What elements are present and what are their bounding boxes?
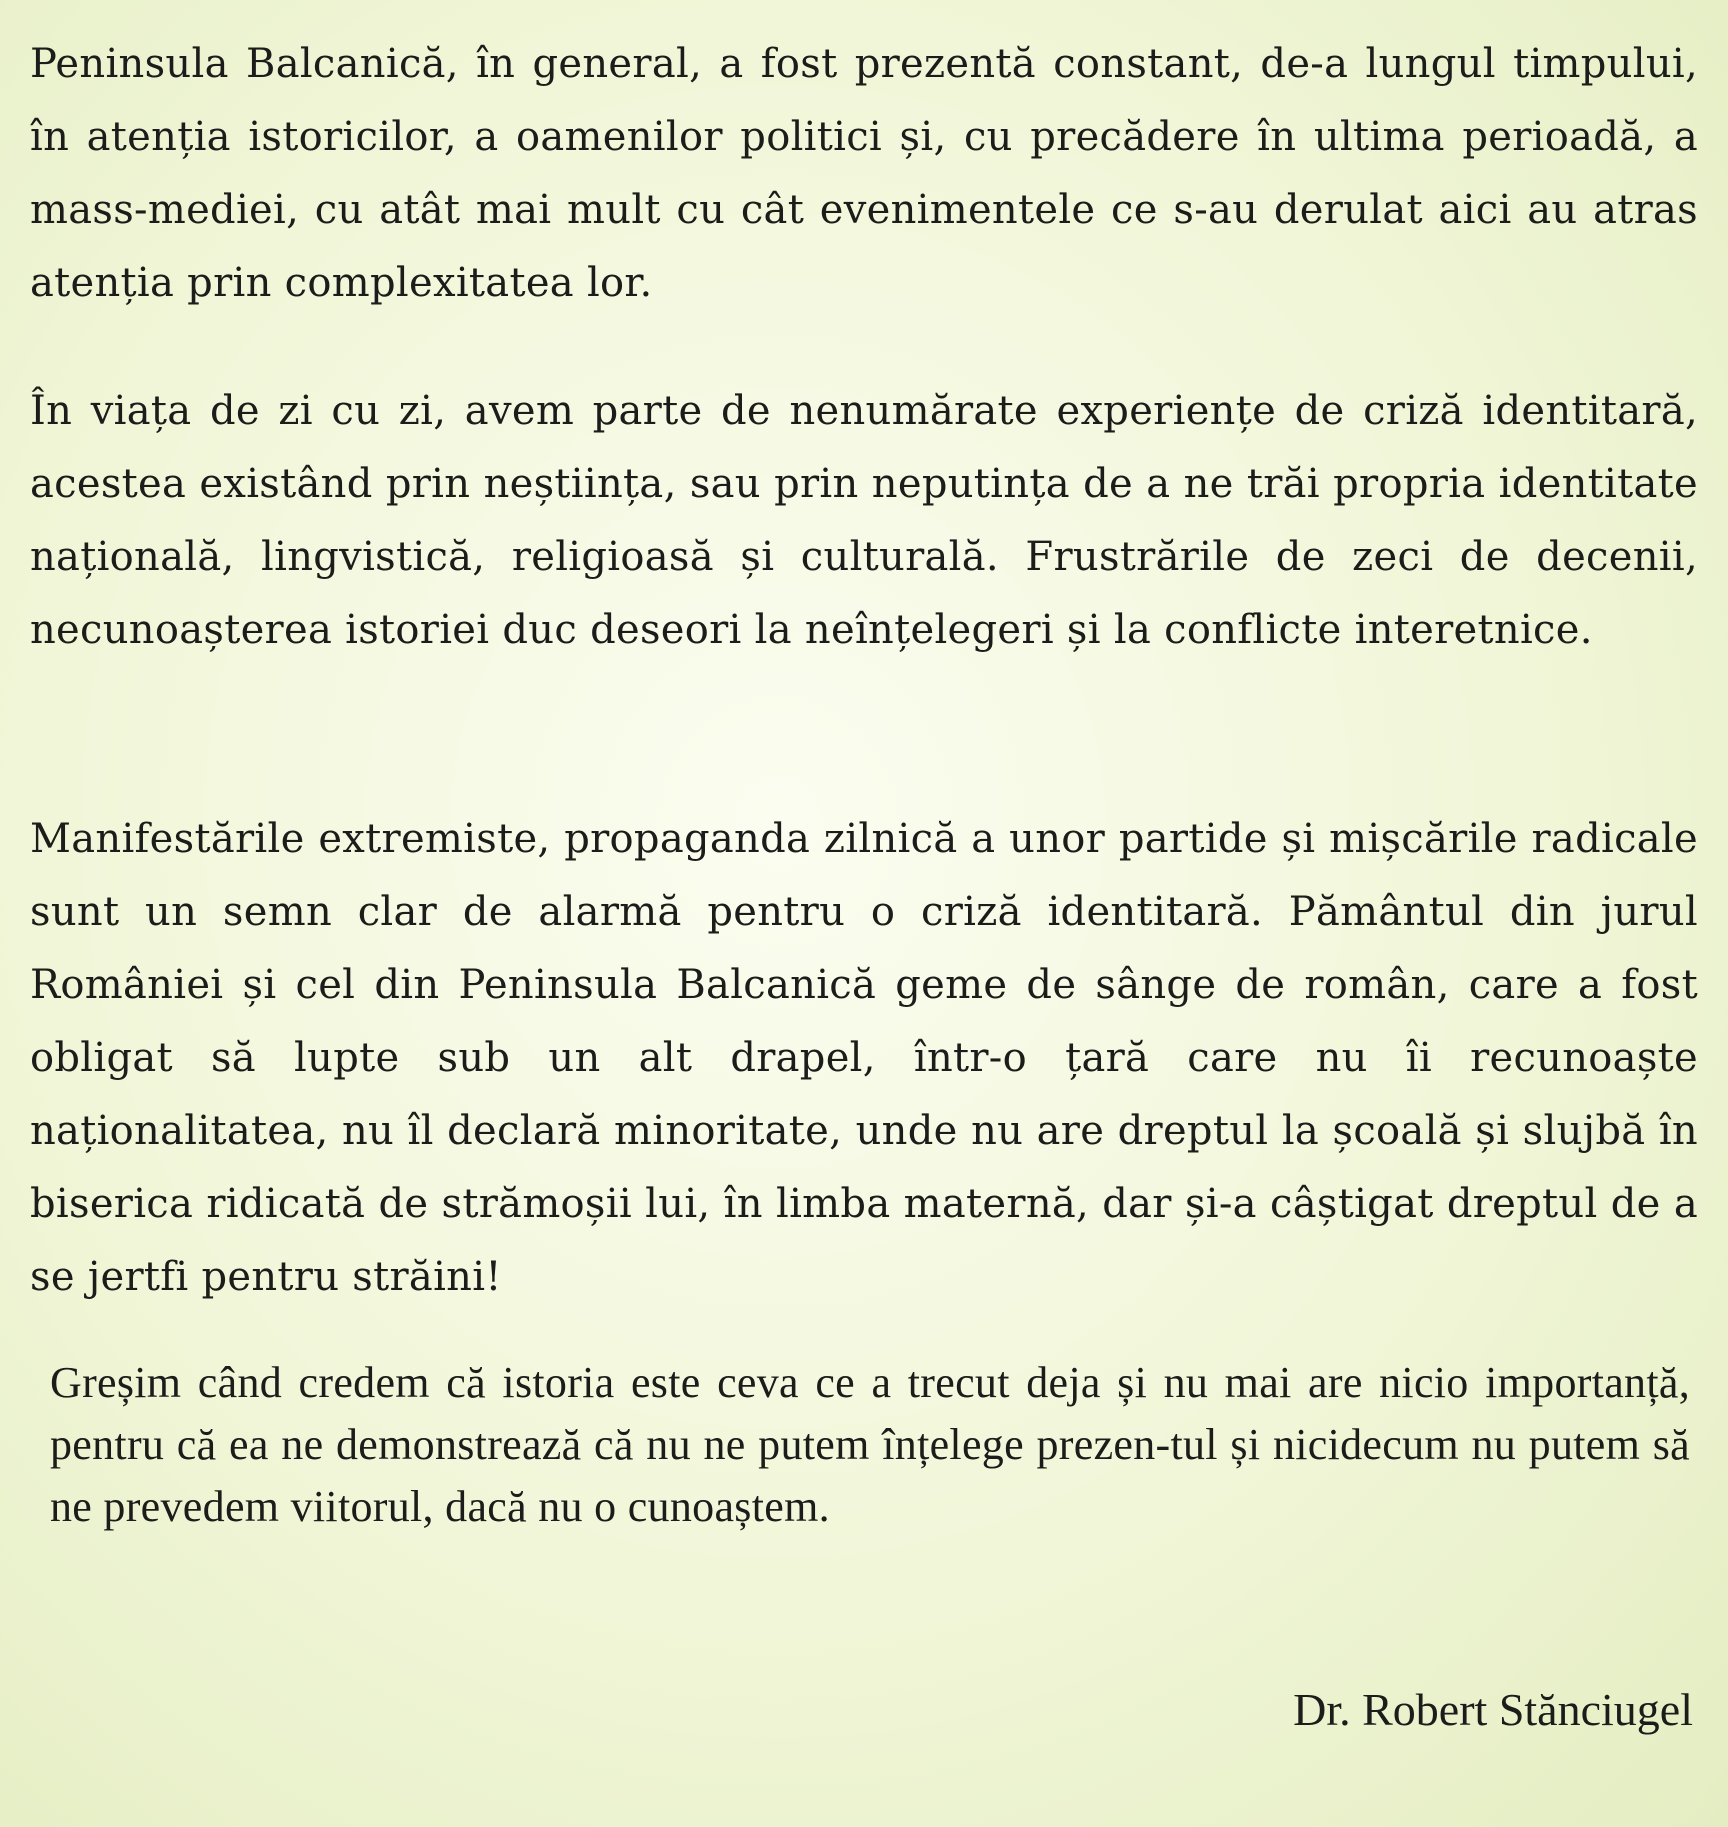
paragraph-extremism: Manifestările extremiste, propaganda zilnică a unor partide și mișcările radicale sunt un semn clar de alarmă pentru o criză identitară. Pământul din jurul României și cel din Peninsula Balcanică geme de sânge de român, care a fost obligat să lupte sub un alt drapel, într-o țară care nu îi recunoaște naționalitatea, nu îl declară minoritate, unde nu are dreptul la școală și slujbă în biserica ridicată de strămoșii lui, în limba maternă, dar și-a câștigat dreptul de a se jertfi pentru străini! [30, 816, 1698, 1300]
paragraph-identity-crisis: În viața de zi cu zi, avem parte de nenumărate experiențe de criză identitară, acestea existând prin neștiința, sau prin neputința de a ne trăi propria identitate națională, lingvistică, religioasă și culturală. Frustrările de zeci de decenii, necunoașterea istoriei duc deseori la neînțelegeri și la conflicte interetnice. [30, 388, 1698, 653]
paragraph-history: Greșim când credem că istoria este ceva ce a trecut deja și nu mai are nicio importanță, pentru că ea ne demonstrează că nu ne putem înțelege prezen-tul și nicidecum nu putem să ne prevedem viitorul, dacă nu o cunoaștem. [50, 1358, 1690, 1531]
author-signature: Dr. Robert Stănciugel [1293, 1684, 1693, 1735]
document-page [30, 0, 1698, 1827]
paragraph-peninsula: Peninsula Balcanică, în general, a fost prezentă constant, de-a lungul timpului, în atenția istoricilor, a oamenilor politici și, cu precădere în ultima perioadă, a mass-mediei, cu atât mai mult cu cât evenimentele ce s-au derulat aici au atras atenția prin complexitatea lor. [30, 41, 1698, 306]
